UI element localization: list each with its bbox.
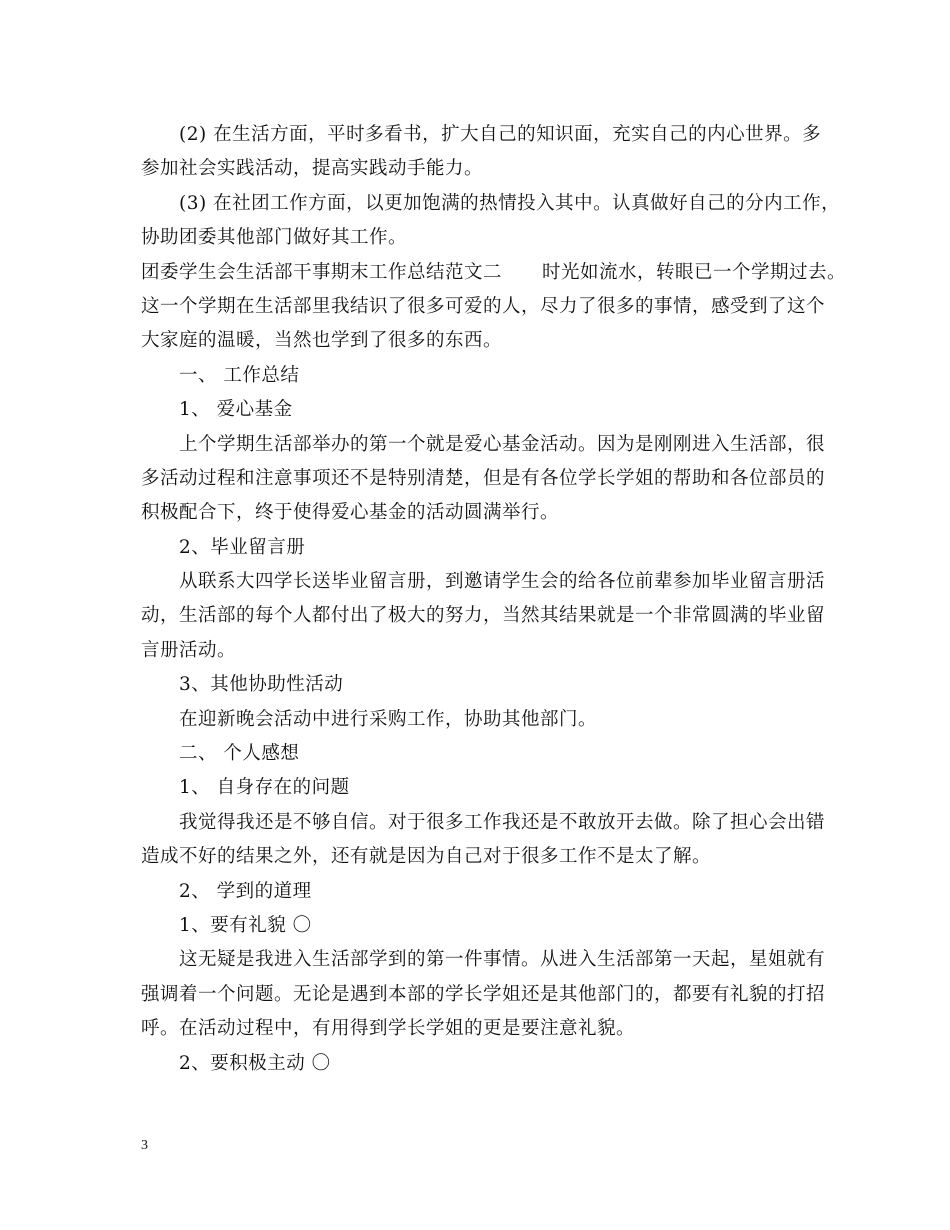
text-line: 多活动过程和注意事项还不是特别清楚，但是有各位学长学姐的帮助和各位部员的: [141, 467, 826, 489]
section-heading: 一、 工作总结: [179, 364, 300, 386]
text-line: 造成不好的结果之外，还有就是因为自己对于很多工作不是太了解。: [141, 846, 712, 868]
list-item-heading: 1、要有礼貌 〇: [179, 914, 312, 936]
text-line: 这无疑是我进入生活部学到的第一件事情。从进入生活部第一天起，星姐就有: [179, 949, 826, 971]
text-line: 呼。在活动过程中，有用得到学长学姐的更是要注意礼貌。: [141, 1018, 636, 1040]
text-segment: 时光如流水，转眼已一个学期过去。: [542, 261, 847, 283]
text-line: 这一个学期在生活部里我结识了很多可爱的人，尽力了很多的事情，感受到了这个: [141, 295, 826, 317]
subsection-heading: 1、 自身存在的问题: [179, 777, 350, 799]
subsection-heading: 2、 学到的道理: [179, 880, 312, 902]
page-number: 3: [141, 1138, 148, 1153]
text-line: 我觉得我还是不够自信。对于很多工作我还是不敢放开去做。除了担心会出错: [179, 811, 826, 833]
text-line: 大家庭的温暖，当然也学到了很多的东西。: [141, 330, 503, 352]
text-line: (3) 在社团工作方面，以更加饱满的热情投入其中。认真做好自己的分内工作，: [179, 192, 841, 214]
article-title: 团委学生会生活部干事期末工作总结范文二: [141, 261, 503, 283]
body-text: [141, 118, 847, 1081]
subsection-heading: 1、 爱心基金: [179, 399, 293, 421]
text-line: 在迎新晚会活动中进行采购工作，协助其他部门。: [179, 708, 598, 730]
text-line: (2) 在生活方面，平时多看书，扩大自己的知识面，充实自己的内心世界。多: [179, 124, 822, 145]
subsection-heading: 3、其他协助性活动: [179, 674, 344, 696]
subsection-heading: 2、毕业留言册: [179, 536, 306, 558]
text-line: 动，生活部的每个人都付出了极大的努力，当然其结果就是一个非常圆满的毕业留: [141, 605, 826, 627]
text-line: 协助团委其他部门做好其工作。: [141, 227, 408, 249]
text-line: 积极配合下，终于使得爱心基金的活动圆满举行。: [141, 502, 560, 524]
text-line: 上个学期生活部举办的第一个就是爱心基金活动。因为是刚刚进入生活部，很: [179, 433, 826, 455]
text-line: 从联系大四学长送毕业留言册，到邀请学生会的给各位前辈参加毕业留言册活: [179, 571, 826, 593]
text-line: 强调着一个问题。无论是遇到本部的学长学姐还是其他部门的，都要有礼貌的打招: [141, 983, 826, 1005]
section-heading: 二、 个人感想: [179, 743, 300, 765]
list-item-heading: 2、要积极主动 〇: [179, 1052, 331, 1074]
text-line: 参加社会实践活动，提高实践动手能力。: [141, 158, 484, 180]
text-line: 言册活动。: [141, 639, 237, 661]
text-line-heading: [141, 256, 847, 290]
